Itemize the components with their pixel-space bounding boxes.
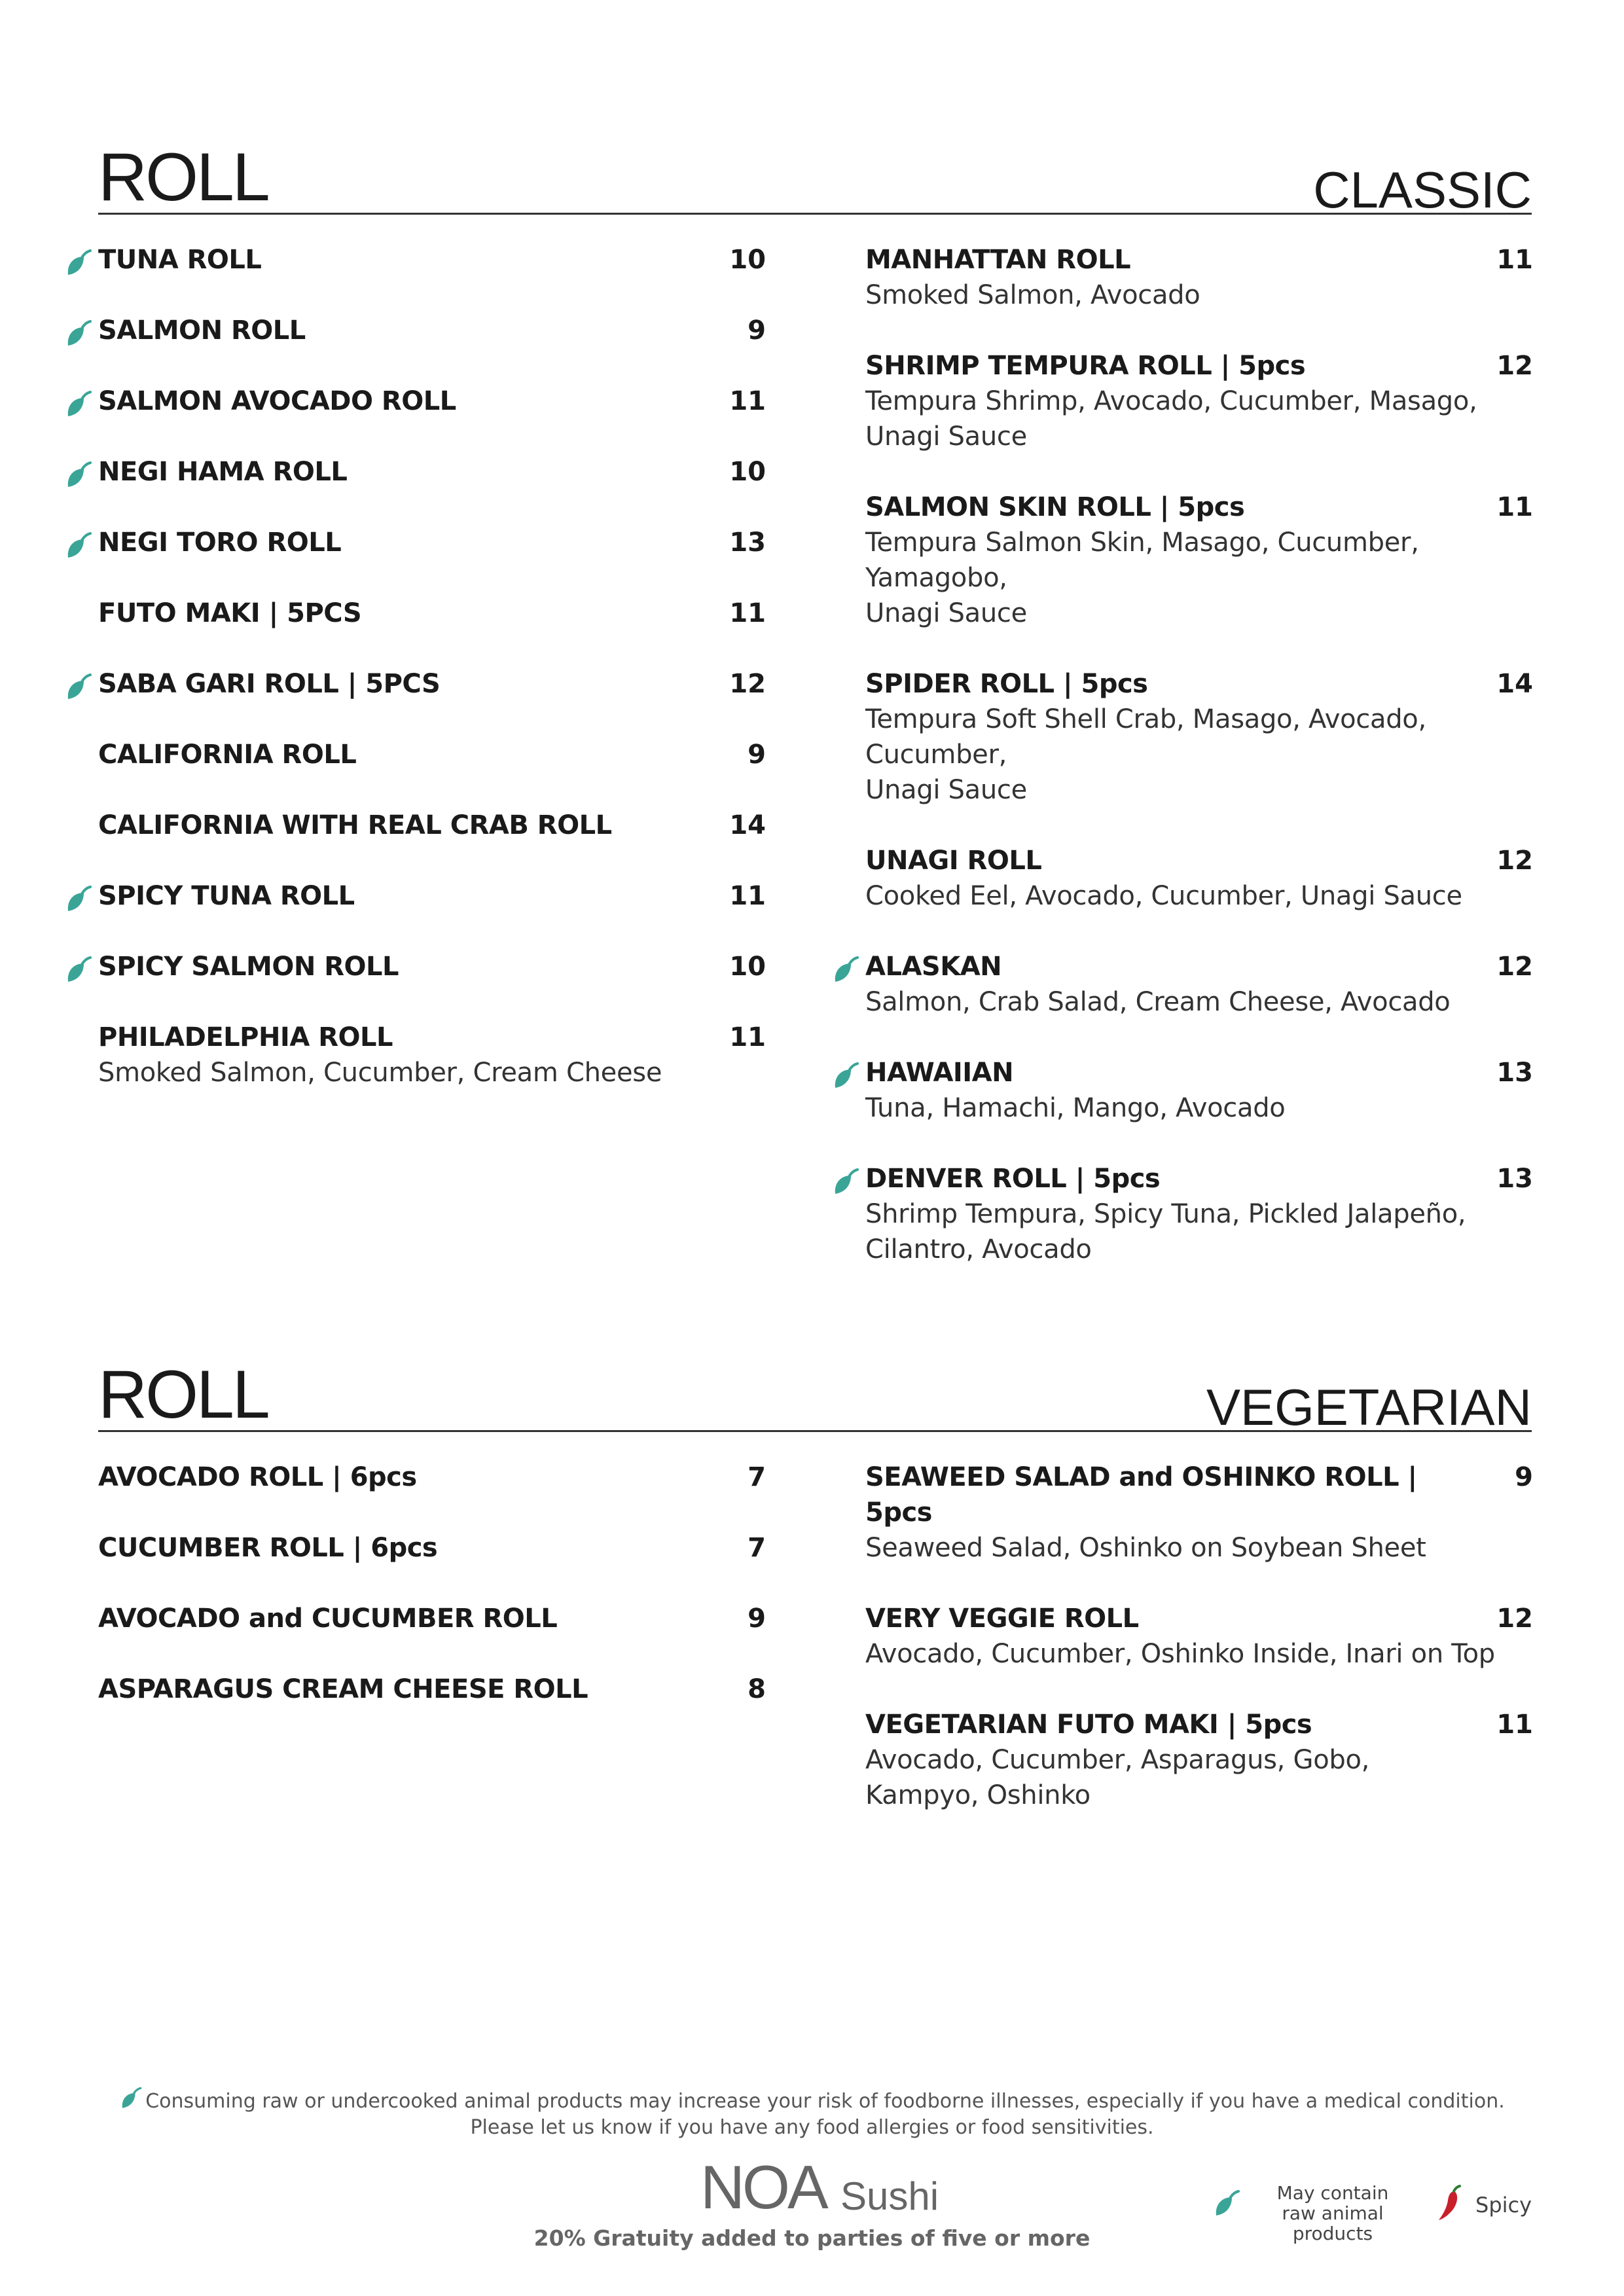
leaf-icon xyxy=(64,531,93,560)
disclaimer-text-2: Please let us know if you have any food allergies or food sensitivities. xyxy=(470,2116,1154,2139)
menu-item-price: 7 xyxy=(748,1462,766,1492)
menu-item xyxy=(98,1530,766,1566)
menu-item-description: Tempura Shrimp, Avocado, Cucumber, Masago, xyxy=(865,386,1477,416)
leaf-icon xyxy=(64,390,93,419)
leaf-icon xyxy=(831,956,860,984)
legend-raw xyxy=(1212,2182,1422,2244)
menu-item-name: ALASKAN xyxy=(865,952,1002,982)
disclaimer-text-1: Consuming raw or undercooked animal products may increase your risk of foodborne illnesses, especially if you have a medical condition. xyxy=(145,2090,1505,2113)
menu-item-description: Shrimp Tempura, Spicy Tuna, Pickled Jalapeño, xyxy=(865,1199,1466,1229)
menu-item-name: CUCUMBER ROLL | 6pcs xyxy=(98,1533,438,1563)
menu-item-name: PHILADELPHIA ROLL xyxy=(98,1022,393,1052)
menu-item-name: DENVER ROLL | 5pcs xyxy=(865,1164,1161,1194)
menu-item xyxy=(865,1460,1533,1566)
disclaimer xyxy=(0,2087,1624,2141)
menu-item xyxy=(865,490,1533,631)
menu-item xyxy=(98,454,766,490)
menu-item xyxy=(865,1055,1533,1126)
menu-item-price: 11 xyxy=(729,386,766,416)
menu-item-description: Kampyo, Oshinko xyxy=(865,1780,1091,1810)
menu-item xyxy=(865,666,1533,808)
gratuity-note: 20% Gratuity added to parties of five or more xyxy=(533,2225,1091,2251)
leaf-icon xyxy=(831,1062,860,1090)
menu-item-description: Avocado, Cucumber, Asparagus, Gobo, xyxy=(865,1745,1370,1775)
menu-item-name: VEGETARIAN FUTO MAKI | 5pcs xyxy=(865,1710,1312,1740)
menu-item xyxy=(865,1161,1533,1267)
menu-item-price: 10 xyxy=(729,952,766,982)
legend-raw-text xyxy=(1241,2183,1424,2244)
menu-item-description: Unagi Sauce xyxy=(865,598,1027,628)
menu-item xyxy=(98,596,766,631)
menu-item-price: 10 xyxy=(729,245,766,275)
menu-item-price: 13 xyxy=(729,528,766,558)
menu-item-description: Smoked Salmon, Avocado xyxy=(865,280,1200,310)
menu-item-price: 12 xyxy=(1496,1604,1533,1634)
menu-column-left xyxy=(98,1460,766,1742)
legend-spicy-text: Spicy xyxy=(1475,2193,1532,2217)
leaf-icon xyxy=(64,956,93,984)
leaf-icon xyxy=(1212,2189,1241,2218)
legend-spicy xyxy=(1437,2185,1542,2224)
menu-item xyxy=(98,1672,766,1707)
menu-item xyxy=(98,525,766,560)
menu-item xyxy=(98,1020,766,1090)
menu-item-price: 8 xyxy=(748,1674,766,1704)
menu-item-price: 11 xyxy=(729,1022,766,1052)
menu-item-description: Smoked Salmon, Cucumber, Cream Cheese xyxy=(98,1058,662,1088)
menu-item-name: SABA GARI ROLL | 5PCS xyxy=(98,669,441,699)
menu-item-price: 11 xyxy=(1496,245,1533,275)
menu-item-price: 14 xyxy=(729,810,766,840)
menu-item-name: NEGI TORO ROLL xyxy=(98,528,342,558)
logo-main-text: NOA xyxy=(700,2153,826,2221)
menu-item-name: SPICY TUNA ROLL xyxy=(98,881,355,911)
legend-raw-line-2: raw animal products xyxy=(1282,2202,1384,2244)
menu-item-price: 13 xyxy=(1496,1164,1533,1194)
menu-item-price: 9 xyxy=(748,740,766,770)
menu-item-name: VERY VEGGIE ROLL xyxy=(865,1604,1139,1634)
classic-roll-section xyxy=(98,139,1533,1265)
menu-item-name: AVOCADO and CUCUMBER ROLL xyxy=(98,1604,558,1634)
menu-item-name: CALIFORNIA ROLL xyxy=(98,740,357,770)
leaf-icon xyxy=(119,2087,143,2110)
menu-item-name: SALMON SKIN ROLL | 5pcs xyxy=(865,492,1245,522)
menu-item xyxy=(98,1460,766,1495)
section-header xyxy=(98,1357,1532,1436)
menu-item xyxy=(98,1601,766,1636)
menu-item-price: 12 xyxy=(729,669,766,699)
menu-item-price: 14 xyxy=(1496,669,1533,699)
menu-item-description: Cooked Eel, Avocado, Cucumber, Unagi Sauce xyxy=(865,881,1462,911)
menu-item-name: SPICY SALMON ROLL xyxy=(98,952,399,982)
menu-item-name: ASPARAGUS CREAM CHEESE ROLL xyxy=(98,1674,588,1704)
menu-item-price: 12 xyxy=(1496,846,1533,876)
menu-item-name: UNAGI ROLL xyxy=(865,846,1042,876)
menu-item-description: Cilantro, Avocado xyxy=(865,1234,1092,1265)
leaf-icon xyxy=(64,673,93,702)
menu-item-price: 12 xyxy=(1496,351,1533,381)
menu-item-price: 9 xyxy=(748,1604,766,1634)
menu-item xyxy=(98,878,766,914)
leaf-icon xyxy=(64,461,93,490)
menu-item xyxy=(98,666,766,702)
menu-item-description: Tempura Salmon Skin, Masago, Cucumber, Yamagobo, xyxy=(865,528,1419,593)
menu-item-price: 10 xyxy=(729,457,766,487)
menu-column-right xyxy=(865,1460,1533,1848)
menu-item xyxy=(865,1601,1533,1672)
menu-item-price: 13 xyxy=(1496,1058,1533,1088)
menu-item-name: SPIDER ROLL | 5pcs xyxy=(865,669,1148,699)
legend-raw-line-1: May contain xyxy=(1276,2182,1389,2204)
menu-item xyxy=(865,348,1533,454)
menu-item-description: Avocado, Cucumber, Oshinko Inside, Inari on Top xyxy=(865,1639,1495,1669)
menu-item xyxy=(865,949,1533,1020)
menu-item-name: TUNA ROLL xyxy=(98,245,262,275)
menu-item xyxy=(865,1707,1533,1813)
menu-item-description: Seaweed Salad, Oshinko on Soybean Sheet xyxy=(865,1533,1426,1563)
menu-item-price: 9 xyxy=(748,315,766,346)
menu-item xyxy=(98,384,766,419)
menu-item-name: CALIFORNIA WITH REAL CRAB ROLL xyxy=(98,810,612,840)
section-title: ROLL xyxy=(98,139,268,215)
menu-item-price: 12 xyxy=(1496,952,1533,982)
leaf-icon xyxy=(831,1168,860,1196)
menu-item xyxy=(98,242,766,278)
menu-item-price: 9 xyxy=(1515,1462,1533,1492)
section-subtitle: VEGETARIAN xyxy=(1206,1378,1532,1436)
menu-item-name: HAWAIIAN xyxy=(865,1058,1014,1088)
menu-item xyxy=(865,843,1533,914)
logo-sub-text: Sushi xyxy=(840,2174,939,2218)
menu-item xyxy=(98,808,766,843)
menu-item-description: Unagi Sauce xyxy=(865,422,1027,452)
menu-item-description: Unagi Sauce xyxy=(865,775,1027,805)
leaf-icon xyxy=(64,885,93,914)
leaf-icon xyxy=(64,249,93,278)
menu-item-name: FUTO MAKI | 5PCS xyxy=(98,598,362,628)
menu-item xyxy=(98,737,766,772)
menu-item xyxy=(98,949,766,984)
menu-item-price: 11 xyxy=(1496,1710,1533,1740)
menu-item-description: Salmon, Crab Salad, Cream Cheese, Avocado xyxy=(865,987,1451,1017)
menu-item-price: 11 xyxy=(729,598,766,628)
leaf-icon xyxy=(64,319,93,348)
menu-item xyxy=(865,242,1533,313)
menu-item-name: SEAWEED SALAD and OSHINKO ROLL | 5pcs xyxy=(865,1462,1417,1528)
menu-item-price: 11 xyxy=(1496,492,1533,522)
menu-item-name: MANHATTAN ROLL xyxy=(865,245,1131,275)
menu-item-name: AVOCADO ROLL | 6pcs xyxy=(98,1462,417,1492)
section-subtitle: CLASSIC xyxy=(1313,161,1532,219)
menu-item xyxy=(98,313,766,348)
menu-item-description: Tuna, Hamachi, Mango, Avocado xyxy=(865,1093,1286,1123)
section-header xyxy=(98,139,1532,219)
menu-item-name: SHRIMP TEMPURA ROLL | 5pcs xyxy=(865,351,1306,381)
disclaimer-line-1 xyxy=(0,2087,1624,2115)
menu-column-right xyxy=(865,242,1533,1302)
vegetarian-roll-section xyxy=(98,1357,1533,1888)
chili-pepper-icon xyxy=(1437,2185,1464,2221)
menu-item-name: SALMON AVOCADO ROLL xyxy=(98,386,456,416)
menu-item-name: SALMON ROLL xyxy=(98,315,306,346)
menu-item-description: Tempura Soft Shell Crab, Masago, Avocado, Cucumber, xyxy=(865,704,1426,770)
menu-item-name: NEGI HAMA ROLL xyxy=(98,457,348,487)
menu-item-price: 11 xyxy=(729,881,766,911)
section-title: ROLL xyxy=(98,1357,268,1433)
noa-sushi-logo xyxy=(700,2155,962,2220)
menu-item-price: 7 xyxy=(748,1533,766,1563)
menu-column-left xyxy=(98,242,766,1126)
